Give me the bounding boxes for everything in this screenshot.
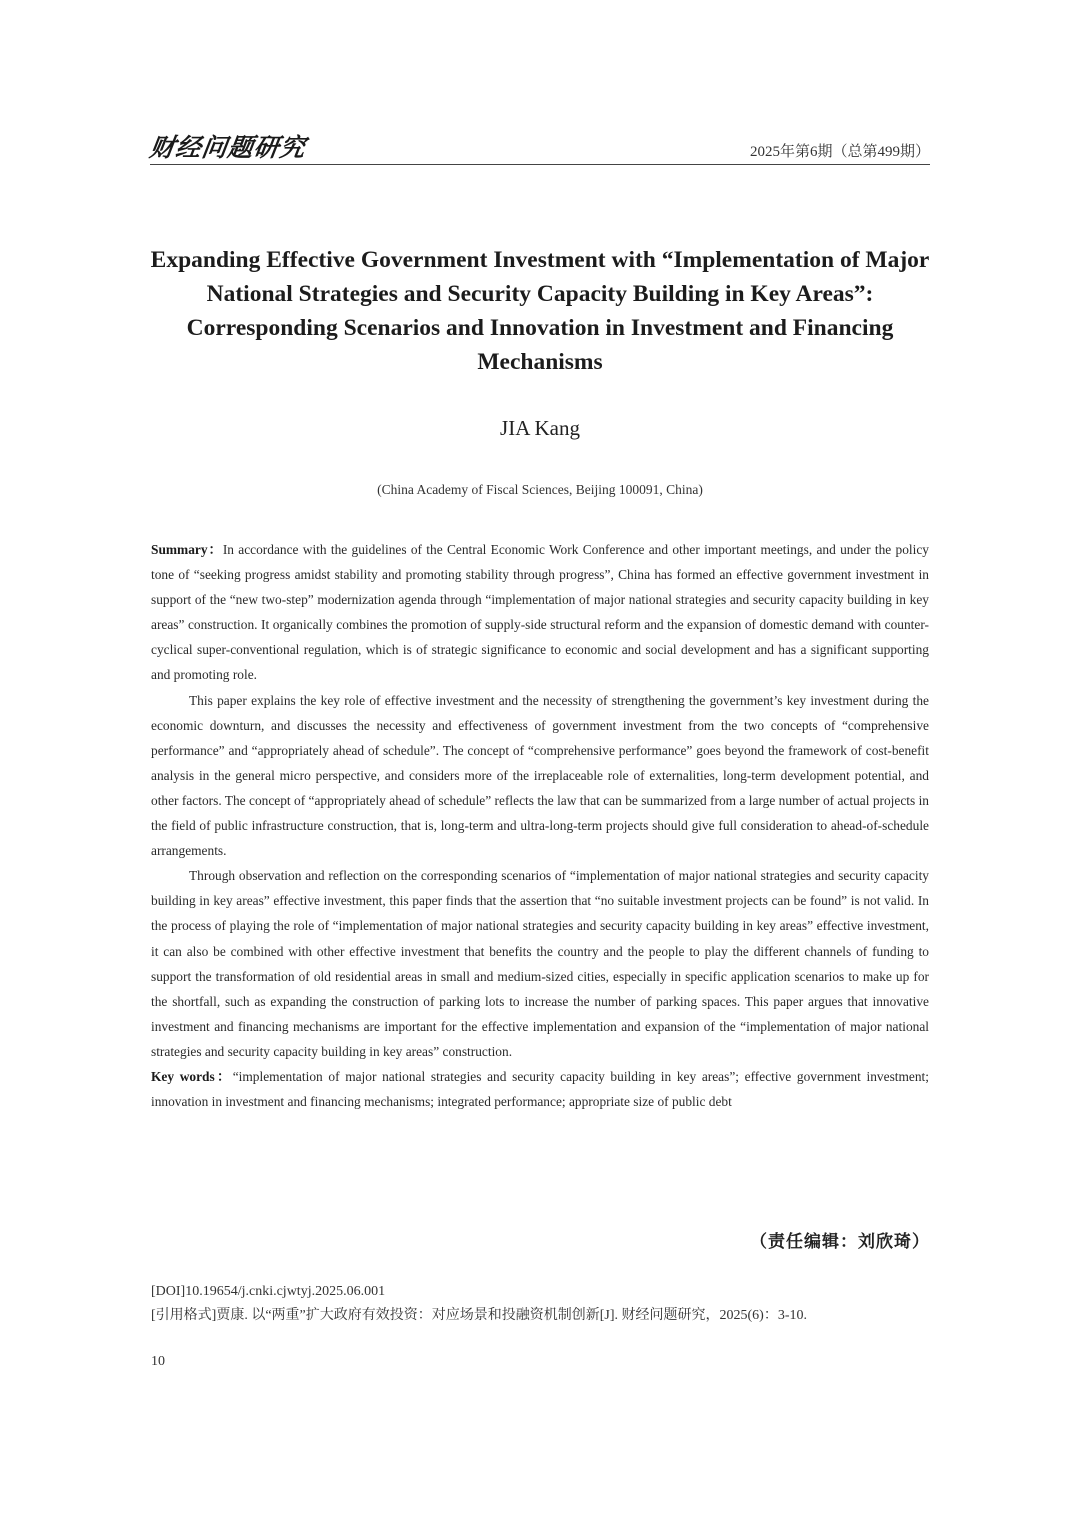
reference-info [151,1280,931,1328]
page-header [147,128,930,165]
keywords-label: Key words： [151,1068,233,1084]
issue-info: 2025年第6期（总第499期） [749,144,930,160]
keywords-paragraph [151,1064,929,1114]
abstract-paragraph-3: Through observation and reflection on the corresponding scenarios of “implementation of major national strategies and security capacity building in key areas” effective investment, this paper finds that the assertion that “no suitable investment projects can be found” is not valid. In the process of playing the role of “implementation of major national strategies and security capacity building in key areas” effective investment, it can also be combined with other effective investment that benefits the country and the people to play the different channels of funding to support the transformation of old residential areas in small and medium-sized cities, especially in specific application scenarios to make up for the shortfall, such as expanding the construction of parking lots to increase the number of parking spaces. This paper argues that innovative investment and financing mechanisms are important for the effective implementation and expansion of the “implementation of major national strategies and security capacity building in key areas” construction. [151,868,929,1059]
abstract-paragraph-1 [151,537,929,688]
editor-note: （责任编辑：刘欣琦） [750,1232,930,1252]
page-number: 10 [151,1354,165,1369]
abstract [151,537,929,1114]
summary-text: In accordance with the guidelines of the Central Economic Work Conference and other important meetings, and under the policy tone of “seeking progress amidst stability and promoting stability through progress”, China has formed an effective government investment in support of the “new two-step” modernization agenda through “implementation of major national strategies and security capacity building in key areas” construction. It organically combines the promotion of supply-side structural reform and the expansion of domestic demand with counter-cyclical super-conventional regulation, which is of strategic significance to economic and social development and has a significant supporting and promoting role. [151,542,929,683]
article-title: Expanding Effective Government Investment with “Implementation of Major National Strategies and Security Capacity Building in Key Areas”: Corresponding Scenarios and Innovation in Investment and Financing Mechanisms [150,247,930,375]
author-affiliation: (China Academy of Fiscal Sciences, Beijing 100091, China) [377,482,703,497]
keywords-text: “implementation of major national strategies and security capacity building in key areas”; effective government investment; innovation in investment and financing mechanisms; integrated performance; appropriate size of public debt [151,1068,929,1110]
author-name: JIA Kang [500,416,580,440]
summary-label: Summary： [151,542,223,557]
abstract-paragraph-2: This paper explains the key role of effective investment and the necessity of strengthening the government’s key investment during the economic downturn, and discusses the necessity and effectiveness of government investment from the two concepts of “comprehensive performance” and “appropriately ahead of schedule”. The concept of “comprehensive performance” goes beyond the framework of cost-benefit analysis in the general micro perspective, and considers more of the irreplaceable role of externalities, long-term development potential, and other factors. The concept of “appropriately ahead of schedule” reflects the law that can be summarized from a large number of actual projects in the field of public infrastructure construction, that is, long-term and ultra-long-term projects should give full consideration to ahead-of-schedule arrangements. [151,692,929,859]
citation-line: [引用格式]贾康. 以“两重”扩大政府有效投资：对应场景和投融资机制创新[J]. 财经问题研究，2025(6)：3-10. [151,1308,808,1323]
journal-logo: 财经问题研究 [147,133,308,162]
doi-line: [DOI]10.19654/j.cnki.cjwtyj.2025.06.001 [151,1284,386,1299]
